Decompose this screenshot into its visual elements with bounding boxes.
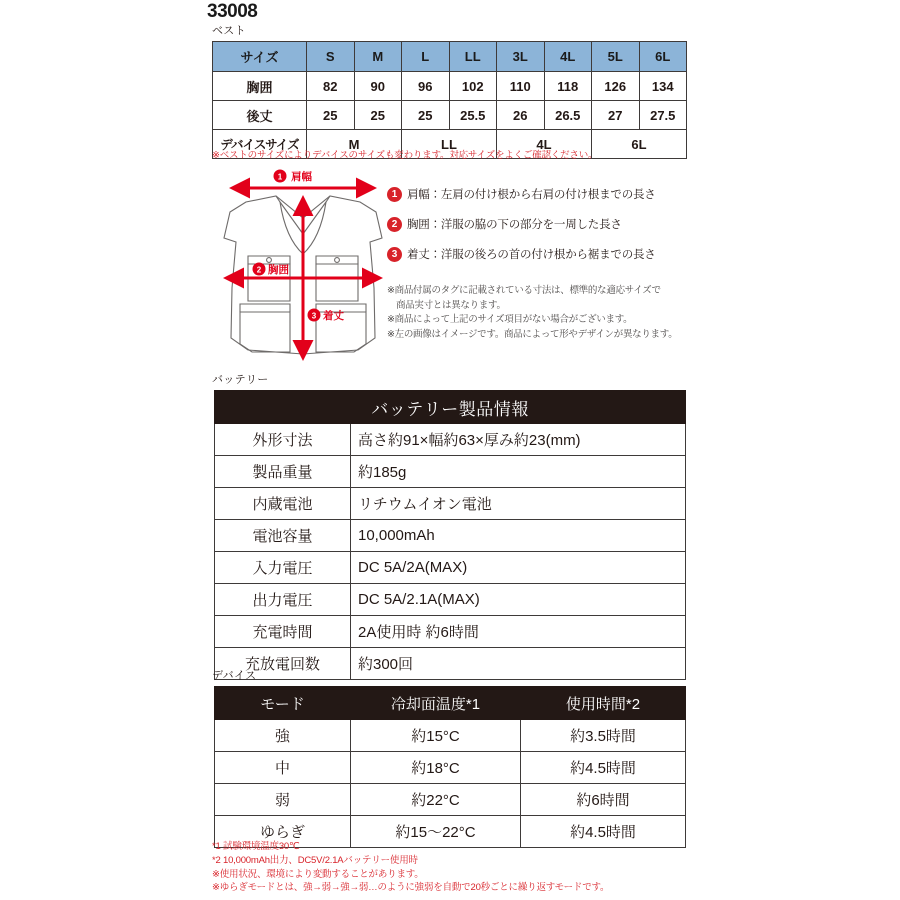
backlen-s: 25 <box>307 101 355 130</box>
chest-5l: 126 <box>592 72 640 101</box>
table-row <box>215 488 686 520</box>
battery-key-input-voltage: 入力電圧 <box>215 552 351 584</box>
size-header-m: M <box>354 42 402 72</box>
diagram-note-3: ※左の画像はイメージです。商品によって形やデザインが異なります。 <box>387 329 678 341</box>
table-header-row <box>215 391 686 424</box>
device-time-fluctuation: 約4.5時間 <box>521 816 686 848</box>
table-row <box>215 520 686 552</box>
table-row <box>213 101 687 130</box>
device-mode-mid: 中 <box>215 752 351 784</box>
table-row <box>215 752 686 784</box>
chest-ll: 102 <box>449 72 497 101</box>
device-size-6l: 6L <box>592 130 687 159</box>
svg-text:胸囲: 胸囲 <box>268 264 289 276</box>
device-size-4l: 4L <box>497 130 592 159</box>
vest-size-table <box>212 41 687 159</box>
table-row <box>215 784 686 816</box>
device-spec-table <box>214 686 686 848</box>
backlen-6l: 27.5 <box>639 101 687 130</box>
table-row <box>215 720 686 752</box>
section-label-battery: バッテリー <box>212 374 269 386</box>
diagram-note-1b: 商品実寸とは異なります。 <box>396 299 506 311</box>
backlen-5l: 27 <box>592 101 640 130</box>
device-temp-fluctuation: 約15〜22°C <box>351 816 521 848</box>
table-row <box>215 616 686 648</box>
size-table-note: ※ベストのサイズによりデバイスのサイズも変わります。対応サイズをよくご確認ください。 <box>212 150 598 161</box>
device-temp-mid: 約18°C <box>351 752 521 784</box>
svg-text:着丈: 着丈 <box>323 310 344 322</box>
legend-text-chest: 胸囲：洋服の脇の下の部分を一周した長さ <box>407 219 622 231</box>
battery-key-weight: 製品重量 <box>215 456 351 488</box>
legend-badge-1-icon: 1 <box>387 187 402 202</box>
backlen-ll: 25.5 <box>449 101 497 130</box>
diagram-notes <box>387 284 697 343</box>
size-header-s: S <box>307 42 355 72</box>
section-label-vest: ベスト <box>212 25 246 37</box>
table-header-row <box>215 687 686 720</box>
battery-value-output-voltage: DC 5A/2.1A(MAX) <box>351 584 686 616</box>
legend-text-length: 着丈：洋服の後ろの首の付け根から裾までの長さ <box>407 249 656 261</box>
battery-value-weight: 約185g <box>351 456 686 488</box>
device-footnotes <box>212 840 692 895</box>
legend-item-length <box>387 246 687 262</box>
table-header-row <box>213 42 687 72</box>
backlen-3l: 26 <box>497 101 545 130</box>
legend-badge-3-icon: 3 <box>387 247 402 262</box>
battery-value-cell-type: リチウムイオン電池 <box>351 488 686 520</box>
chest-s: 82 <box>307 72 355 101</box>
chest-m: 90 <box>354 72 402 101</box>
battery-value-input-voltage: DC 5A/2A(MAX) <box>351 552 686 584</box>
footnote-4: ※ゆらぎモードとは、強→弱→強→弱…のように強弱を自動で20秒ごとに繰り返すモードです。 <box>212 882 610 894</box>
battery-value-dimensions: 高さ約91×幅約63×厚み約23(mm) <box>351 424 686 456</box>
section-label-device: デバイス <box>212 670 257 682</box>
diagram-note-2: ※商品によって上記のサイズ項目がない場合がございます。 <box>387 314 633 326</box>
size-header-ll: LL <box>449 42 497 72</box>
diagram-note-1: ※商品付属のタグに記載されている寸法は、標準的な適応サイズで <box>387 285 661 296</box>
row-label-device-size: デバイスサイズ <box>213 130 307 159</box>
backlen-m: 25 <box>354 101 402 130</box>
legend-text-shoulder: 肩幅：左肩の付け根から右肩の付け根までの長さ <box>407 189 656 201</box>
battery-value-capacity: 10,000mAh <box>351 520 686 552</box>
device-size-m: M <box>307 130 402 159</box>
measurement-diagram-block <box>212 168 687 368</box>
backlen-l: 25 <box>402 101 450 130</box>
size-header-l: L <box>402 42 450 72</box>
battery-key-cell-type: 内蔵電池 <box>215 488 351 520</box>
device-mode-fluctuation: ゆらぎ <box>215 816 351 848</box>
size-header-4l: 4L <box>544 42 592 72</box>
table-row <box>215 552 686 584</box>
legend-item-chest <box>387 216 687 232</box>
size-header-label: サイズ <box>213 42 307 72</box>
device-mode-low: 弱 <box>215 784 351 816</box>
size-header-5l: 5L <box>592 42 640 72</box>
battery-value-cycle-count: 約300回 <box>351 648 686 680</box>
backlen-4l: 26.5 <box>544 101 592 130</box>
battery-table-header: バッテリー製品情報 <box>215 391 686 424</box>
battery-key-output-voltage: 出力電圧 <box>215 584 351 616</box>
svg-text:1: 1 <box>277 172 283 182</box>
table-row <box>215 456 686 488</box>
footnote-2: *2 10,000mAh出力、DC5V/2.1Aバッテリー使用時 <box>212 854 418 866</box>
legend-item-shoulder <box>387 186 687 202</box>
legend-badge-2-icon: 2 <box>387 217 402 232</box>
chest-3l: 110 <box>497 72 545 101</box>
battery-key-capacity: 電池容量 <box>215 520 351 552</box>
size-header-3l: 3L <box>497 42 545 72</box>
device-header-mode: モード <box>215 687 351 720</box>
size-header-6l: 6L <box>639 42 687 72</box>
table-row <box>215 424 686 456</box>
device-header-time: 使用時間*2 <box>521 687 686 720</box>
svg-text:2: 2 <box>256 265 262 275</box>
row-label-back-length: 後丈 <box>213 101 307 130</box>
battery-value-charge-time: 2A使用時 約6時間 <box>351 616 686 648</box>
battery-key-charge-time: 充電時間 <box>215 616 351 648</box>
table-row <box>215 584 686 616</box>
device-time-low: 約6時間 <box>521 784 686 816</box>
device-temp-high: 約15°C <box>351 720 521 752</box>
svg-text:肩幅: 肩幅 <box>291 171 312 183</box>
device-mode-high: 強 <box>215 720 351 752</box>
measurement-legend <box>387 186 687 276</box>
table-row <box>215 648 686 680</box>
footnote-3: ※使用状況、環境により変動することがあります。 <box>212 868 424 880</box>
row-label-chest: 胸囲 <box>213 72 307 101</box>
battery-spec-table <box>214 390 686 680</box>
chest-6l: 134 <box>639 72 687 101</box>
chest-l: 96 <box>402 72 450 101</box>
device-temp-low: 約22°C <box>351 784 521 816</box>
svg-text:3: 3 <box>311 311 317 321</box>
device-time-high: 約3.5時間 <box>521 720 686 752</box>
chest-4l: 118 <box>544 72 592 101</box>
table-row <box>213 72 687 101</box>
footnote-1: *1 試験環境温度30℃ <box>212 841 300 852</box>
battery-key-dimensions: 外形寸法 <box>215 424 351 456</box>
device-time-mid: 約4.5時間 <box>521 752 686 784</box>
device-header-temp: 冷却面温度*1 <box>351 687 521 720</box>
vest-illustration <box>218 168 388 366</box>
battery-key-cycle-count: 充放電回数 <box>215 648 351 680</box>
device-size-ll: LL <box>402 130 497 159</box>
page-title: 33008 <box>207 1 258 22</box>
